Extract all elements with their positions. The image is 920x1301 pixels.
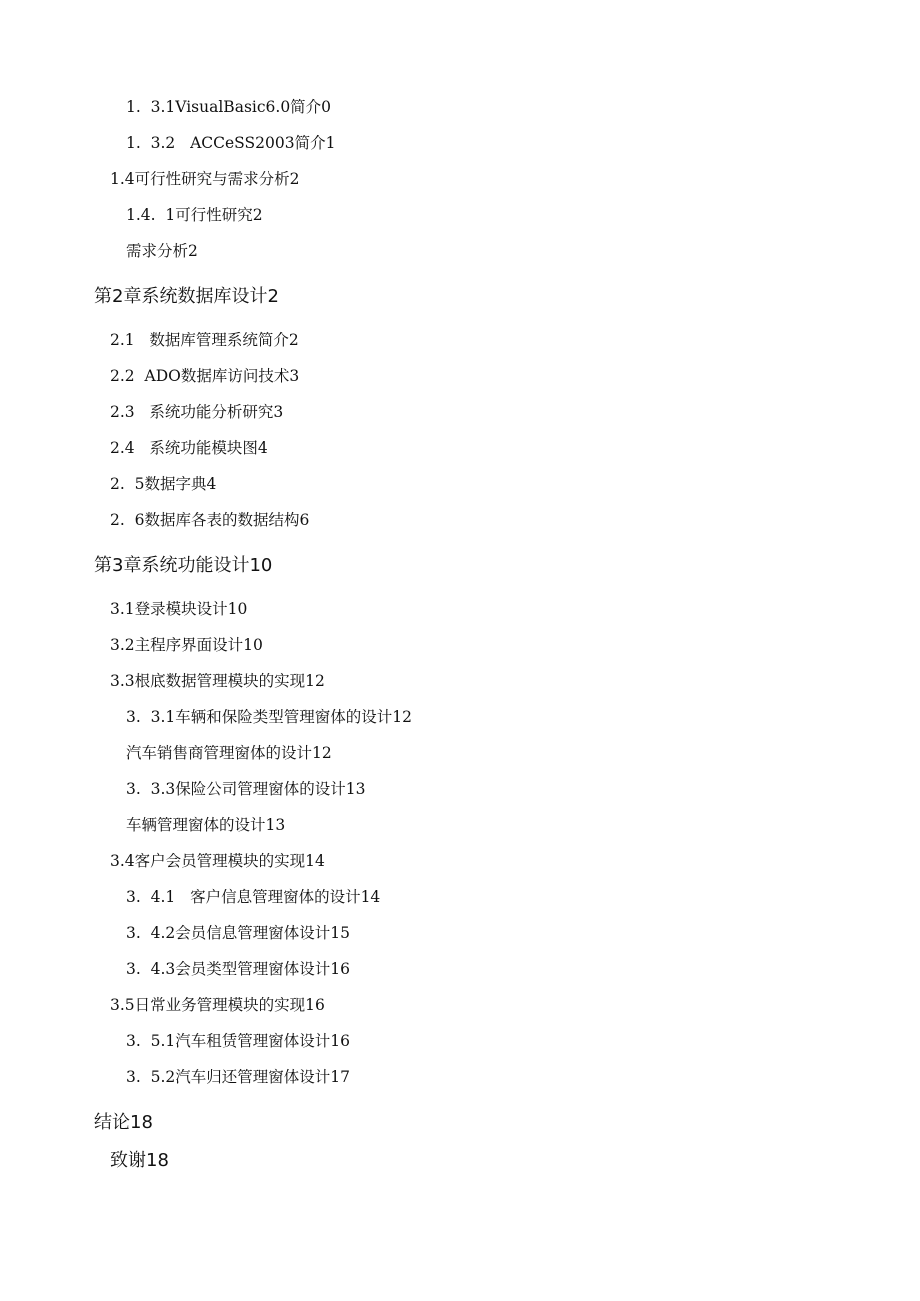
toc-entry-2-3: 2.3 系统功能分析研究3: [110, 403, 284, 421]
toc-entry-3-5: 3.5日常业务管理模块的实现16: [110, 996, 325, 1014]
toc-entry-2-6: 2. 6数据库各表的数据结构6: [110, 511, 310, 529]
toc-entry-3-4: 3.4客户会员管理模块的实现14: [110, 852, 325, 870]
toc-entry-3-2: 3.2主程序界面设计10: [110, 636, 263, 654]
toc-acknowledgements: 致谢18: [110, 1150, 169, 1171]
toc-entry-2-4: 2.4 系统功能模块图4: [110, 439, 268, 457]
toc-entry-3-5-1: 3. 5.1汽车租赁管理窗体设计16: [126, 1032, 351, 1050]
toc-entry-2-1: 2.1 数据库管理系统简介2: [110, 331, 299, 349]
toc-entry-1-4: 1.4可行性研究与需求分析2: [110, 170, 300, 188]
toc-entry-3-3-3: 3. 3.3保险公司管理窗体的设计13: [126, 780, 366, 798]
toc-entry-1-4-1: 1.4. 1可行性研究2: [126, 206, 263, 224]
toc-entry-requirements: 需求分析2: [126, 242, 198, 260]
toc-entry-2-5: 2. 5数据字典4: [110, 475, 217, 493]
toc-entry-3-3: 3.3根底数据管理模块的实现12: [110, 672, 325, 690]
toc-entry-3-4-2: 3. 4.2会员信息管理窗体设计15: [126, 924, 351, 942]
toc-entry-3-4-3: 3. 4.3会员类型管理窗体设计16: [126, 960, 351, 978]
toc-entry-vehicle-form: 车辆管理窗体的设计13: [126, 816, 286, 834]
toc-chapter-3: 第3章系统功能设计10: [94, 555, 273, 576]
toc-entry-3-4-1: 3. 4.1 客户信息管理窗体的设计14: [126, 888, 381, 906]
toc-entry-3-3-1: 3. 3.1车辆和保险类型管理窗体的设计12: [126, 708, 413, 726]
toc-entry-2-2: 2.2 ADO数据库访问技术3: [110, 367, 300, 385]
toc-conclusion: 结论18: [94, 1112, 153, 1133]
toc-entry-3-5-2: 3. 5.2汽车归还管理窗体设计17: [126, 1068, 351, 1086]
toc-chapter-2: 第2章系统数据库设计2: [94, 286, 279, 307]
toc-entry-dealer-form: 汽车销售商管理窗体的设计12: [126, 744, 332, 762]
toc-entry-3-1: 3.1登录模块设计10: [110, 600, 248, 618]
toc-entry-1-3-1: 1. 3.1VisualBasic6.0简介0: [126, 98, 332, 116]
toc-entry-1-3-2: 1. 3.2 ACCeSS2003简介1: [126, 134, 336, 152]
